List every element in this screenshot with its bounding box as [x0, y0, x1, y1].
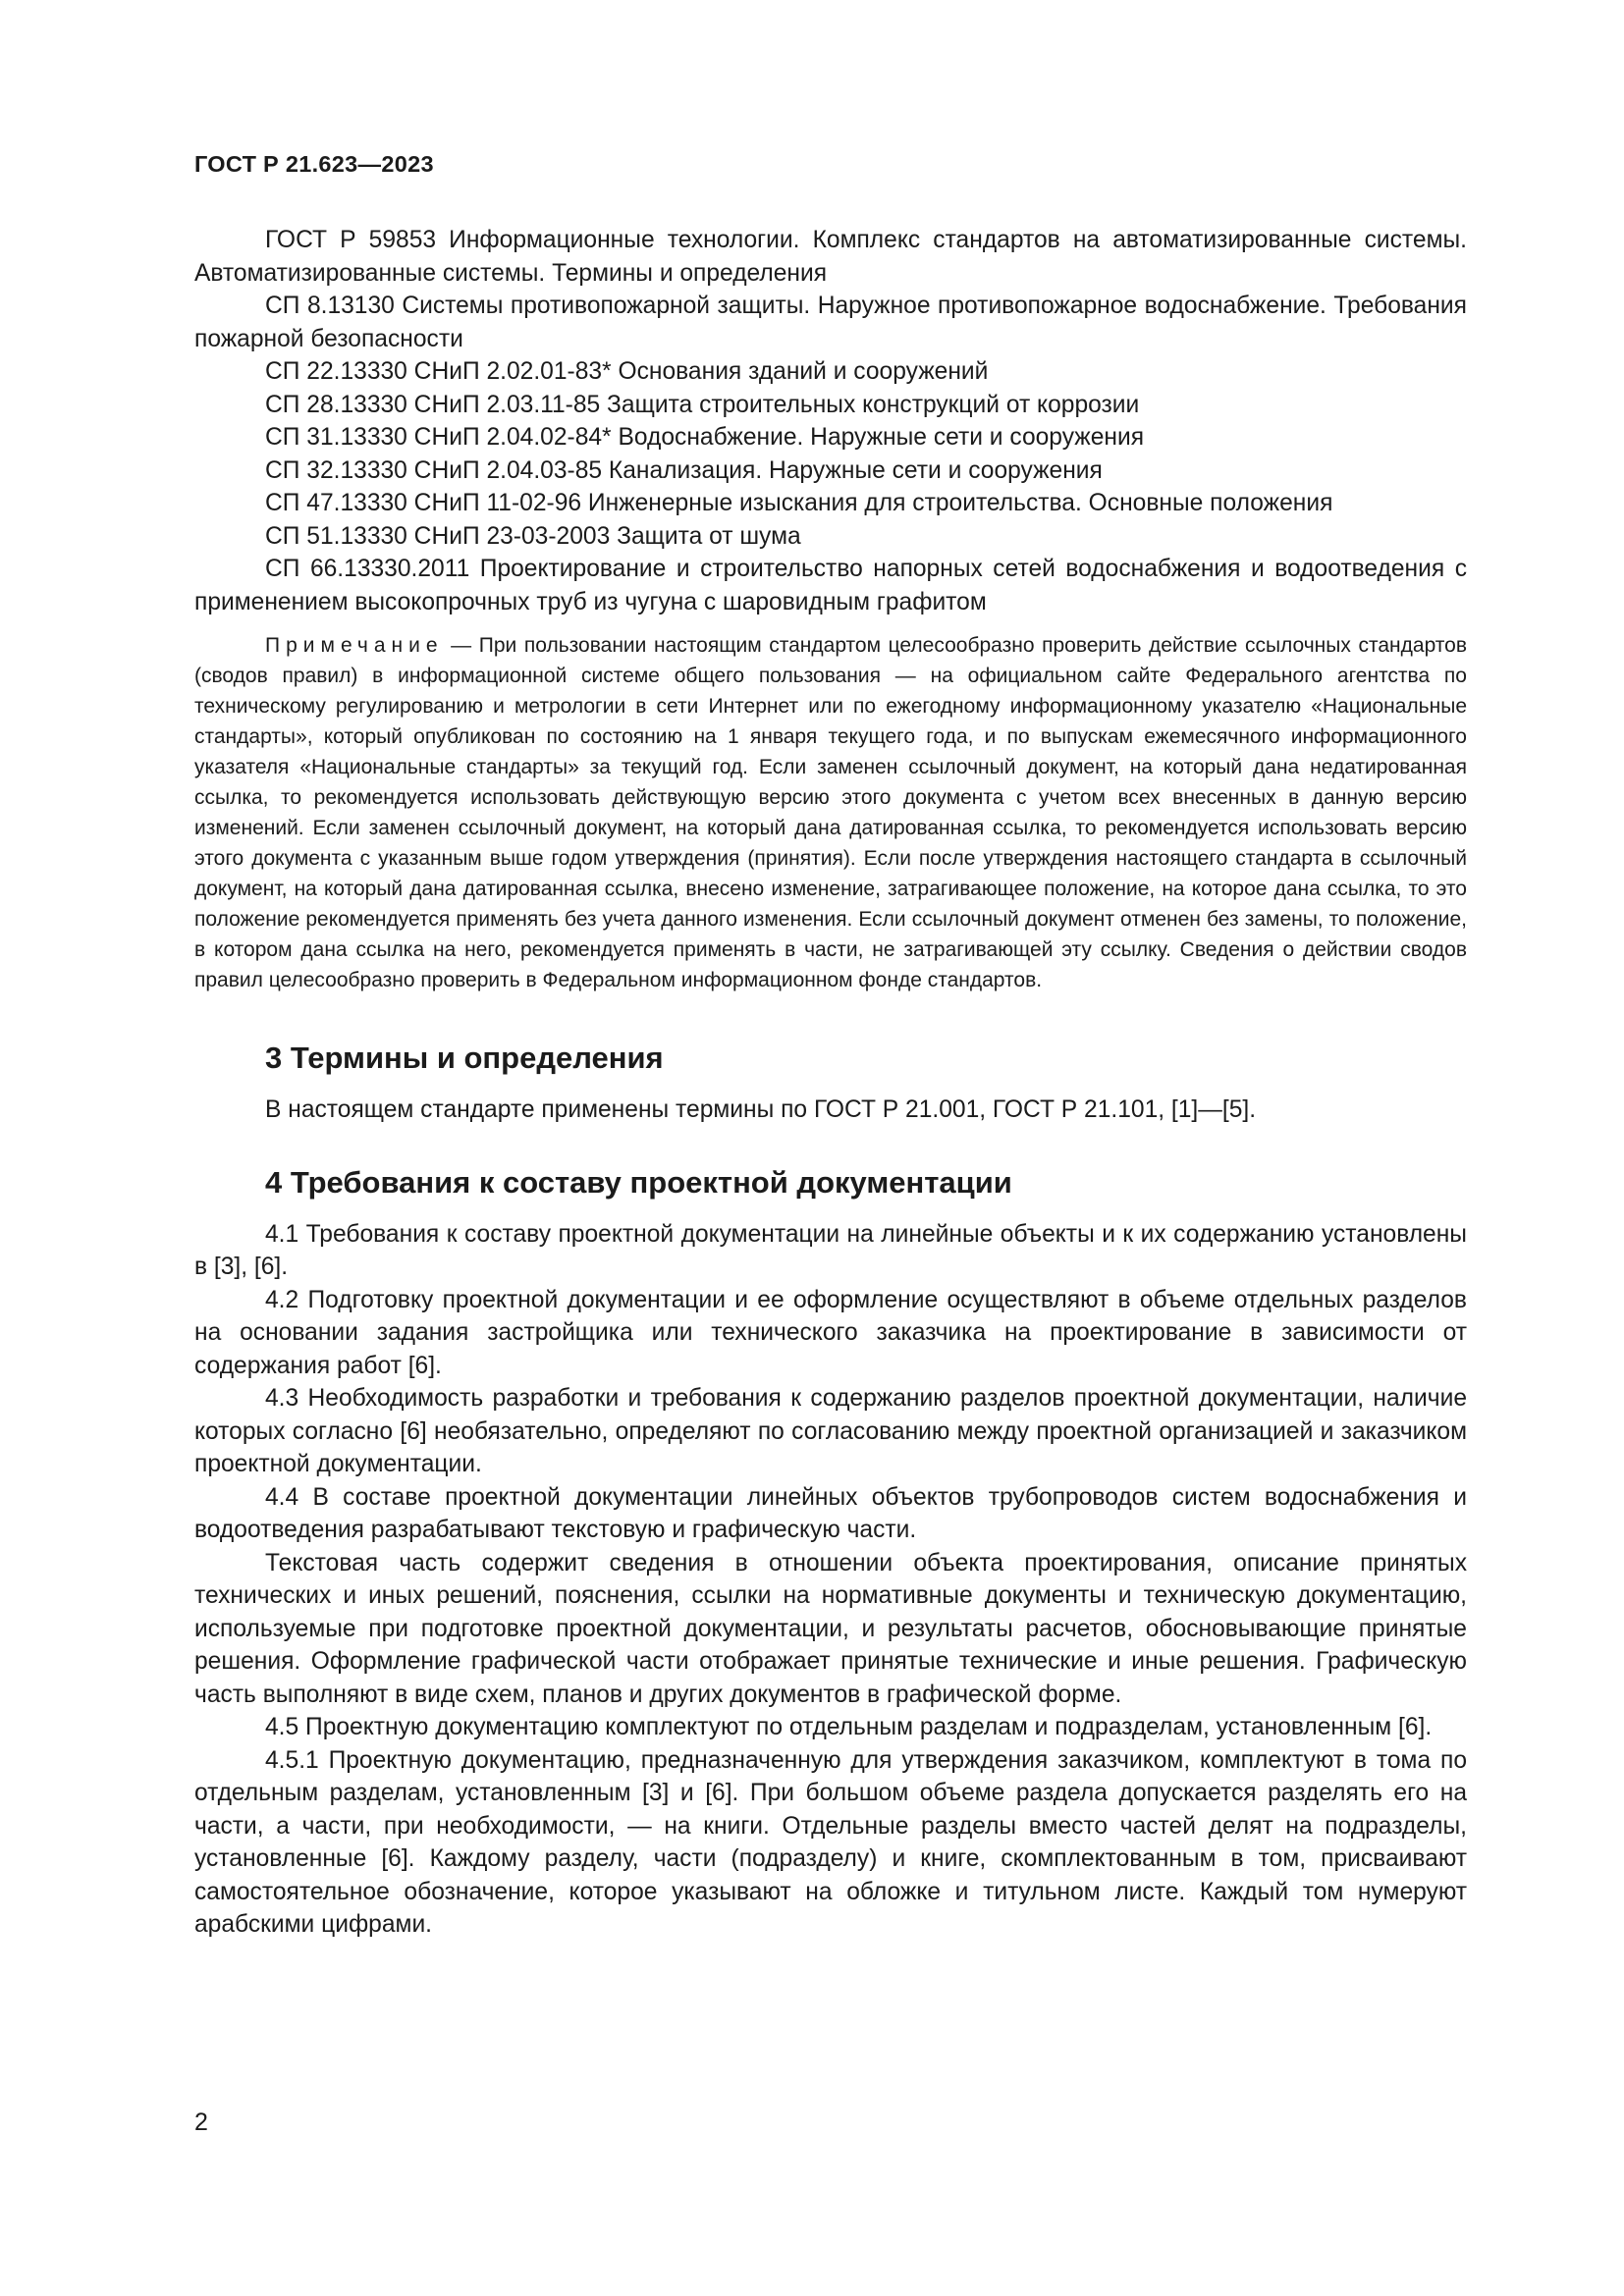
page-number: 2	[194, 2109, 208, 2136]
reference-item: СП 66.13330.2011 Проектирование и строительство напорных сетей водоснабжения и водоотведения с применением высокопрочных труб из чугуна с шаровидным графитом	[194, 556, 1467, 615]
section-4-paragraph: 4.5.1 Проектную документацию, предназначенную для утверждения заказчиком, комплектуют в тома по отдельным разделам, установленным [3] и [6]. При большом объеме раздела допускается разделять его на части, а части, при необходимости, — на книги. Отдельные разделы вместо частей делят на подразделы, установленные [6]. Каждому разделу, части (подразделу) и книге, скомплектованным в том, присваивают самостоятельное обозначение, которое указывают на обложке и титульном листе. Каждый том нумеруют арабскими цифрами.	[194, 1746, 1467, 1938]
reference-item: СП 32.13330 СНиП 2.04.03-85 Канализация. Наружные сети и сооружения	[265, 456, 1103, 484]
section-4-paragraph: 4.4 В составе проектной документации линейных объектов трубопроводов систем водоснабжения и водоотведения разрабатывают текстовую и графическую части.	[194, 1483, 1467, 1543]
reference-item: СП 28.13330 СНиП 2.03.11-85 Защита строительных конструкций от коррозии	[265, 391, 1140, 418]
section-4-title: 4 Требования к составу проектной документации	[265, 1164, 1012, 1200]
reference-item: СП 47.13330 СНиП 11-02-96 Инженерные изыскания для строительства. Основные положения	[265, 490, 1333, 516]
reference-item: ГОСТ Р 59853 Информационные технологии. Комплекс стандартов на автоматизированные системы. Автоматизированные системы. Термины и определения	[194, 227, 1467, 287]
reference-item: СП 31.13330 СНиП 2.04.02-84* Водоснабжение. Наружные сети и сооружения	[265, 424, 1145, 451]
reference-item: СП 22.13330 СНиП 2.02.01-83* Основания зданий и сооружений	[265, 358, 989, 385]
section-4-paragraph: 4.3 Необходимость разработки и требования к содержанию разделов проектной документации, наличие которых согласно [6] необязательно, определяют по согласованию между проектной организацией и заказчиком проектной документации.	[194, 1385, 1467, 1477]
section-4-paragraph: Текстовая часть содержит сведения в отношении объекта проектирования, описание принятых технических и иных решений, пояснения, ссылки на нормативные документы и техническую документацию, используемые при подготовке проектной документации, и результаты расчетов, обосновывающие принятые решения. Оформление графической части отображает принятые технические и иные решения. Графическую часть выполняют в виде схем, планов и других документов в графической форме.	[194, 1549, 1467, 1708]
section-3-title: 3 Термины и определения	[265, 1041, 664, 1075]
reference-item: СП 51.13330 СНиП 23-03-2003 Защита от шума	[265, 522, 801, 550]
section-4-paragraph: 4.5 Проектную документацию комплектуют по отдельным разделам и подразделам, установленным [6].	[265, 1714, 1433, 1740]
section-3-text: В настоящем стандарте применены термины по ГОСТ Р 21.001, ГОСТ Р 21.101, [1]—[5].	[265, 1096, 1257, 1123]
section-4-paragraph: 4.2 Подготовку проектной документации и ее оформление осуществляют в объеме отдельных разделов на основании задания застройщика или технического заказчика на проектирование в зависимости от содержания работ [6].	[194, 1286, 1467, 1379]
note-label: Примечание	[265, 634, 444, 657]
page-content	[194, 224, 1467, 1942]
references-list	[194, 224, 1467, 618]
note-block	[194, 630, 1467, 995]
reference-item: СП 8.13130 Системы противопожарной защиты. Наружное противопожарное водоснабжение. Требования пожарной безопасности	[194, 293, 1467, 352]
section-4-paragraph: 4.1 Требования к составу проектной документации на линейные объекты и к их содержанию установлены в [3], [6].	[194, 1220, 1467, 1280]
note-text: — При пользовании настоящим стандартом целесообразно проверить действие ссылочных стандартов (сводов правил) в информационной системе общего пользования — на официальном сайте Федерального агентства по техническому регулированию и метрологии в сети Интернет или по ежегодному информационному указателю «Национальные стандарты», который опубликован по состоянию на 1 января текущего года, и по выпускам ежемесячного информационного указателя «Национальные стандарты» за текущий год. Если заменен ссылочный документ, на который дана недатированная ссылка, то рекомендуется использовать действующую версию этого документа с учетом всех внесенных в данную версию изменений. Если заменен ссылочный документ, на который дана датированная ссылка, то рекомендуется использовать версию этого документа с указанным выше годом утверждения (принятия). Если после утверждения настоящего стандарта в ссылочный документ, на который дана датированная ссылка, внесено изменение, затрагивающее положение, на которое дана ссылка, то это положение рекомендуется применять без учета данного изменения. Если ссылочный документ отменен без замены, то положение, в котором дана ссылка на него, рекомендуется применять в части, не затрагивающей эту ссылку. Сведения о действии сводов правил целесообразно проверить в Федеральном информационном фонде стандартов.	[194, 634, 1467, 991]
document-header: ГОСТ Р 21.623—2023	[194, 151, 434, 177]
